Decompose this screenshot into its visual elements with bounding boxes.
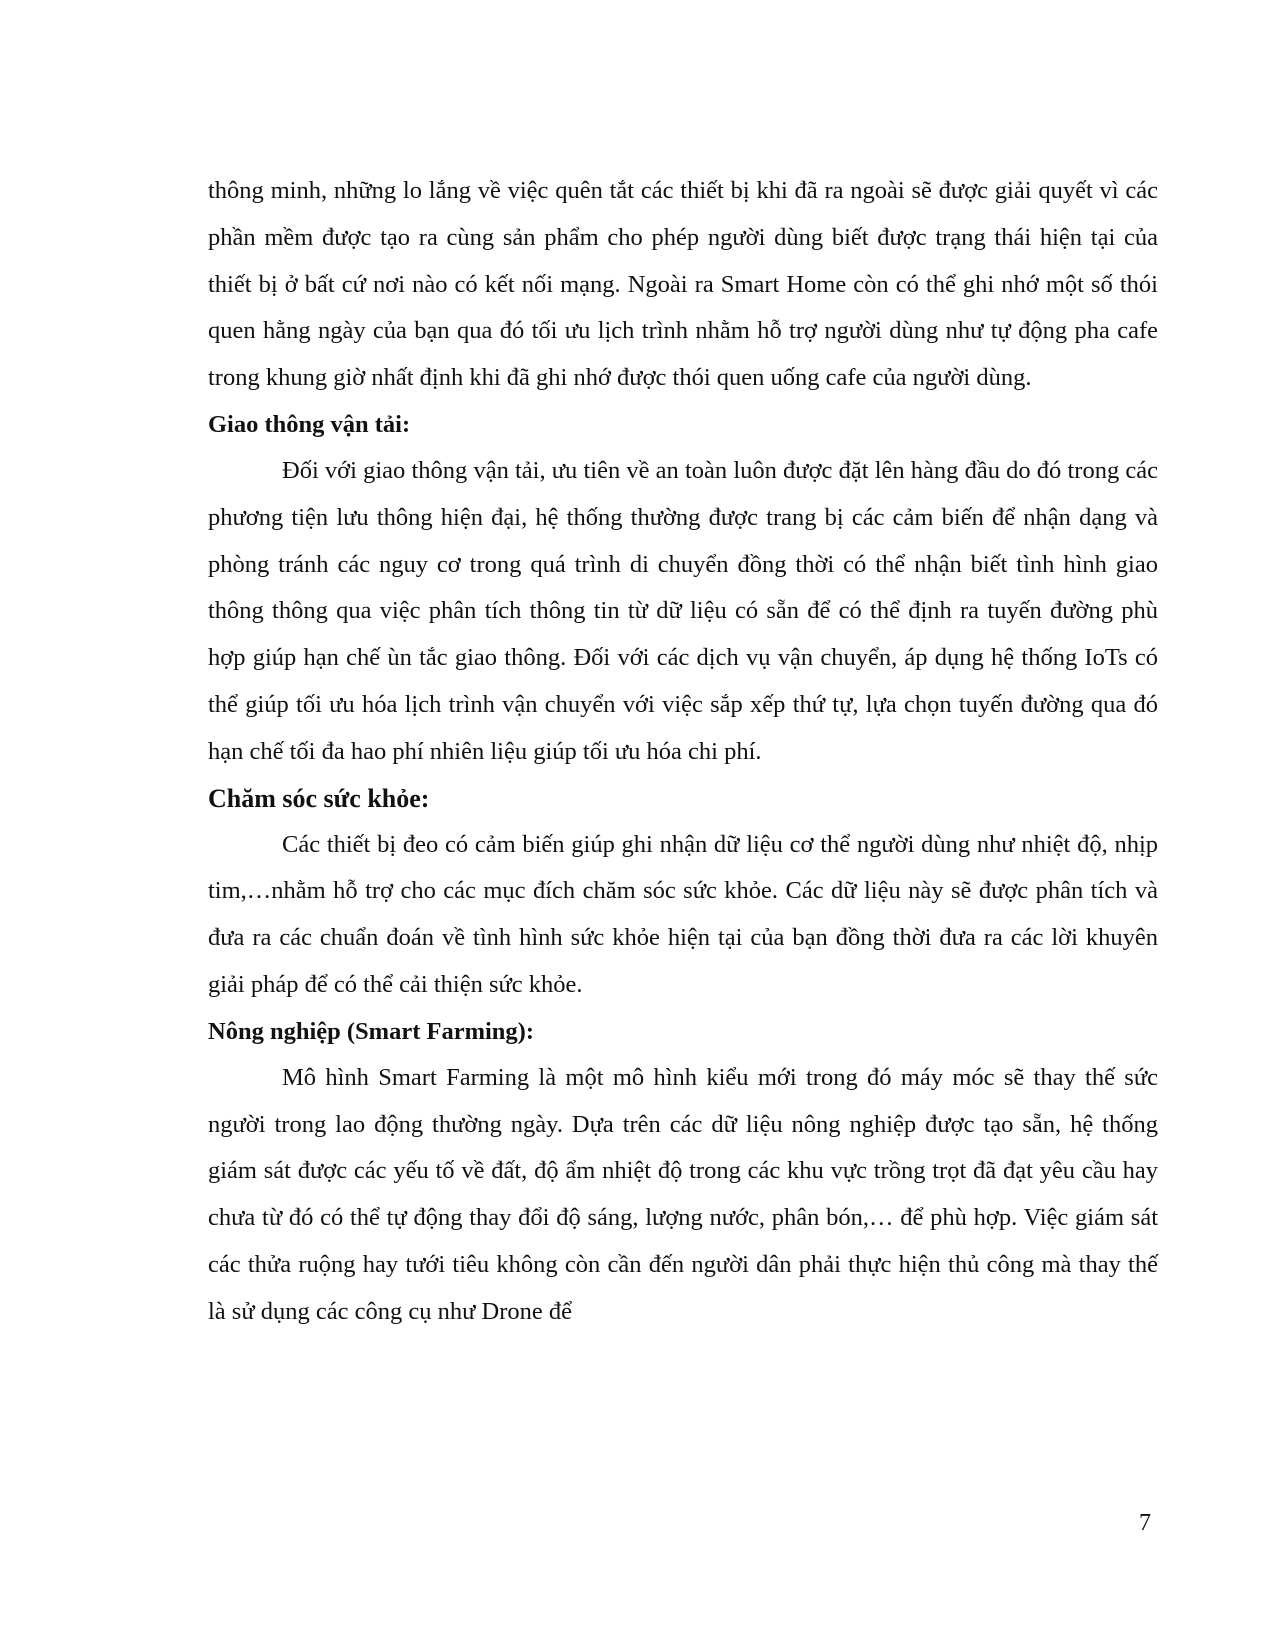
paragraph-smart-home-continued: thông minh, những lo lắng về việc quên tắt các thiết bị khi đã ra ngoài sẽ được giải quyết vì các phần mềm được tạo ra cùng sản phẩm cho phép người dùng biết được trạng thái hiện tại của thiết bị ở bất cứ nơi nào có kết nối mạng. Ngoài ra Smart Home còn có thể ghi nhớ một số thói quen hằng ngày của bạn qua đó tối ưu lịch trình nhằm hỗ trợ người dùng như tự động pha cafe trong khung giờ nhất định khi đã ghi nhớ được thói quen uống cafe của người dùng. [208, 177, 1158, 392]
heading-transportation: Giao thông vận tải: [208, 410, 411, 438]
paragraph-smart-farming: Mô hình Smart Farming là một mô hình kiểu mới trong đó máy móc sẽ thay thế sức người trong lao động thường ngày. Dựa trên các dữ liệu nông nghiệp được tạo sẵn, hệ thống giám sát được các yếu tố về đất, độ ẩm nhiệt độ trong các khu vực trồng trọt đã đạt yêu cầu hay chưa từ đó có thể tự động thay đổi độ sáng, lượng nước, phân bón,… để phù hợp. Việc giám sát các thửa ruộng hay tưới tiêu không còn cần đến người dân phải thực hiện thủ công mà thay thế là sử dụng các công cụ như Drone để [208, 1063, 1158, 1325]
page-number: 7 [1139, 1510, 1151, 1536]
heading-healthcare: Chăm sóc sức khỏe: [208, 783, 430, 813]
paragraph-healthcare: Các thiết bị đeo có cảm biến giúp ghi nhận dữ liệu cơ thể người dùng như nhiệt độ, nhịp tim,…nhằm hỗ trợ cho các mục đích chăm sóc sức khỏe. Các dữ liệu này sẽ được phân tích và đưa ra các chuẩn đoán về tình hình sức khỏe hiện tại của bạn đồng thời đưa ra các lời khuyên giải pháp để có thể cải thiện sức khỏe. [208, 830, 1158, 998]
heading-smart-farming: Nông nghiệp (Smart Farming): [208, 1017, 534, 1045]
page-body [208, 168, 1158, 1336]
paragraph-transportation: Đối với giao thông vận tải, ưu tiên về an toàn luôn được đặt lên hàng đầu do đó trong các phương tiện lưu thông hiện đại, hệ thống thường được trang bị các cảm biến để nhận dạng và phòng tránh các nguy cơ trong quá trình di chuyển đồng thời có thể nhận biết tình hình giao thông thông qua việc phân tích thông tin từ dữ liệu có sẵn để có thể định ra tuyến đường phù hợp giúp hạn chế ùn tắc giao thông. Đối với các dịch vụ vận chuyển, áp dụng hệ thống IoTs có thể giúp tối ưu hóa lịch trình vận chuyển với việc sắp xếp thứ tự, lựa chọn tuyến đường qua đó hạn chế tối đa hao phí nhiên liệu giúp tối ưu hóa chi phí. [208, 456, 1158, 765]
